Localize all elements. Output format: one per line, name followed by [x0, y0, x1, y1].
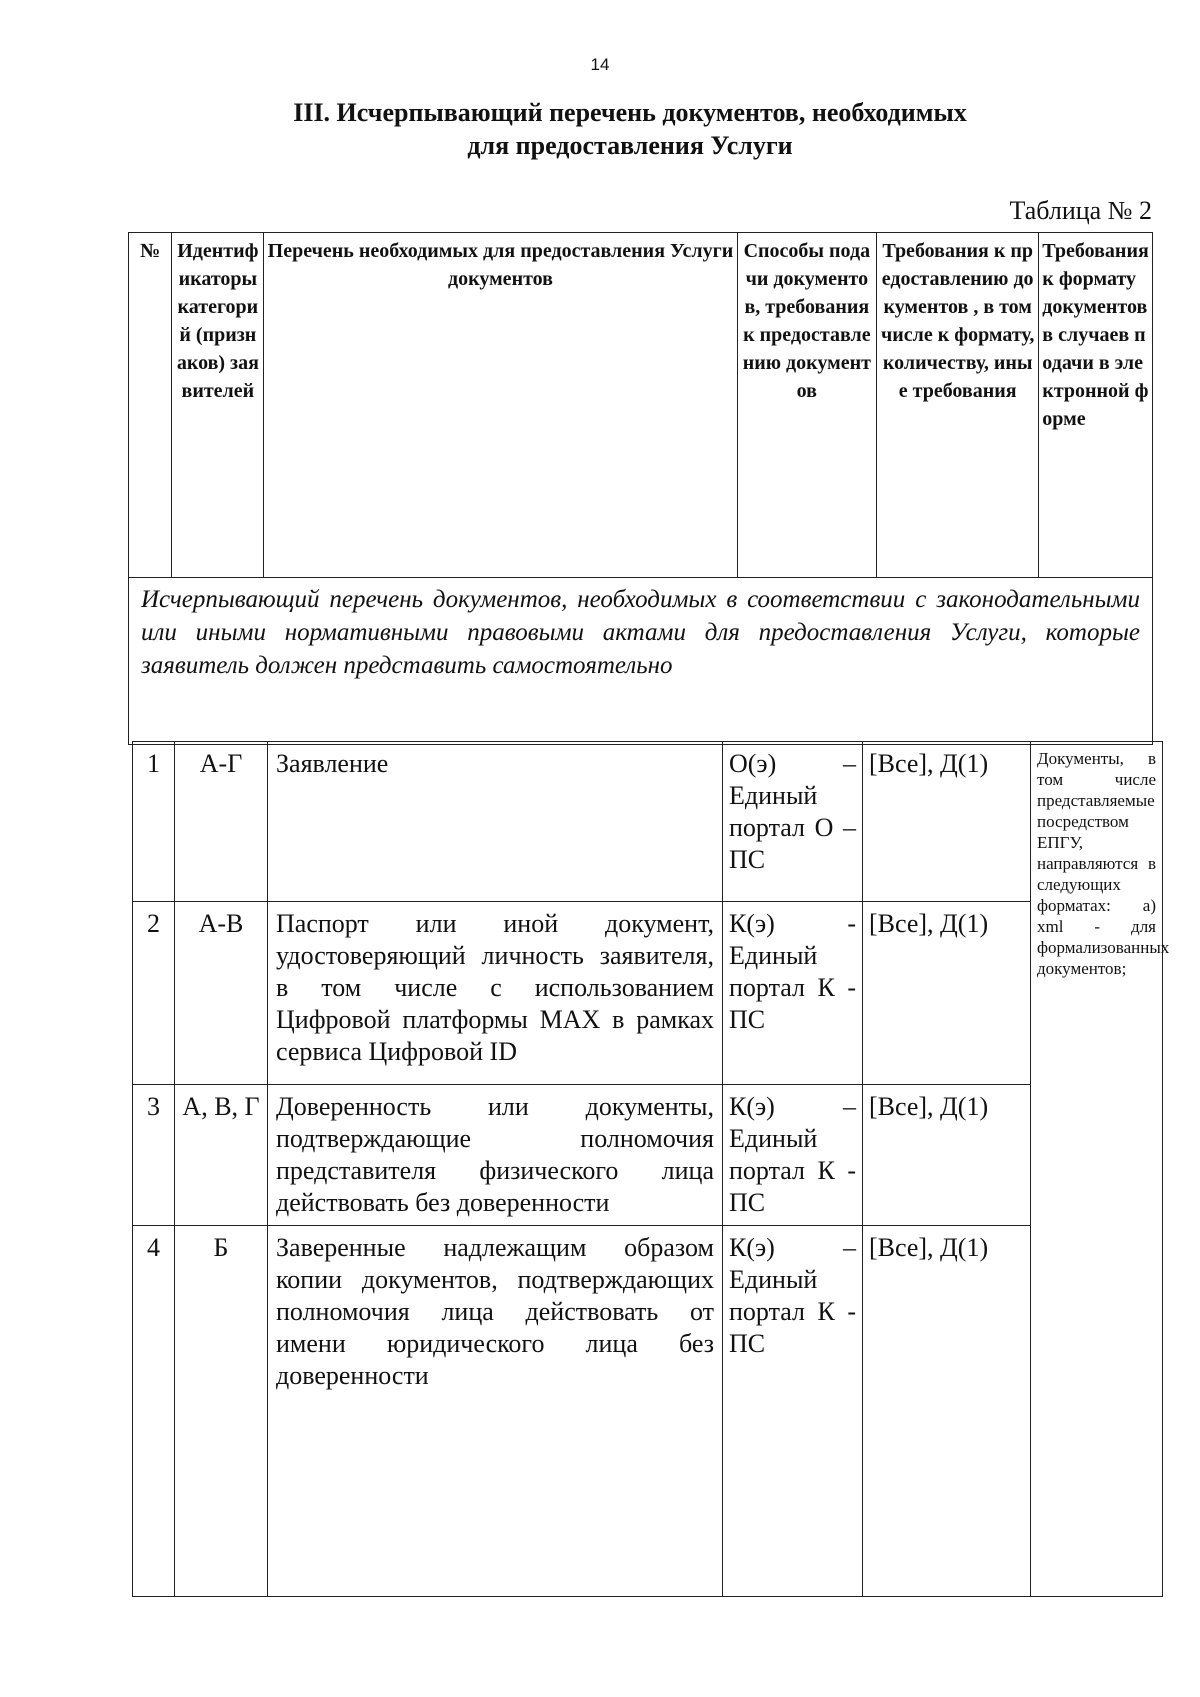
row-submission: К(э) – Единый портал К - ПС — [723, 1226, 863, 1597]
format-requirements: Документы, в том числе представляемые посредством ЕПГУ, направляются в следующих форматах: а) xml - для формализованных документов; — [1031, 742, 1163, 1597]
row-requirements: [Все], Д(1) — [863, 742, 1031, 902]
row-category: А-Г — [175, 742, 268, 902]
row-document: Паспорт или иной документ, удостоверяющий личность заявителя, в том числе с использованием Цифровой платформы МАХ в рамках сервиса Цифровой ID — [268, 902, 723, 1085]
row-document: Заявление — [268, 742, 723, 902]
row-category: А, В, Г — [175, 1085, 268, 1226]
row-num: 2 — [133, 902, 175, 1085]
section-title-line-2: для предоставления Услуги — [467, 131, 793, 160]
row-num: 4 — [133, 1226, 175, 1597]
table-row — [133, 742, 1163, 902]
header-documents: Перечень необходимых для предоставления Услуги документов — [264, 233, 737, 578]
section-title-line-1: III. Исчерпывающий перечень документов, необходимых — [293, 98, 967, 127]
section-description-text: Исчерпывающий перечень документов, необходимых в соответствии с законодательными или иными нормативными правовыми актами для предоставления Услуги, которые заявитель должен представить самостоятельно — [141, 586, 1140, 679]
row-document: Доверенность или документы, подтверждающие полномочия представителя физического лица действовать без доверенности — [268, 1085, 723, 1226]
page-number: 14 — [590, 55, 610, 74]
section-description — [128, 577, 1153, 745]
table-header — [128, 232, 1153, 578]
documents-table — [132, 741, 1170, 1597]
table-caption: Таблица № 2 — [1009, 196, 1152, 225]
row-submission: К(э) - Единый портал К - ПС — [723, 902, 863, 1085]
table-row — [133, 902, 1163, 1085]
header-category: Идентификаторы категорий (признаков) заявителей — [172, 233, 264, 578]
row-requirements: [Все], Д(1) — [863, 1085, 1031, 1226]
table-row — [133, 1226, 1163, 1597]
header-format: Требования к формату документов в случаев подачи в электронной форме — [1039, 233, 1153, 578]
section-title — [230, 96, 1030, 162]
row-requirements: [Все], Д(1) — [863, 902, 1031, 1085]
row-category: А-В — [175, 902, 268, 1085]
header-num: № — [129, 233, 172, 578]
header-submission: Способы подачи документов, требования к предоставлению документов — [737, 233, 876, 578]
row-document: Заверенные надлежащим образом копии документов, подтверждающих полномочия лица действовать от имени юридического лица без доверенности — [268, 1226, 723, 1597]
header-requirements: Требования к предоставлению документов , в том числе к формату, количеству, иные требования — [877, 233, 1039, 578]
row-num: 1 — [133, 742, 175, 902]
row-submission: К(э) – Единый портал К - ПС — [723, 1085, 863, 1226]
row-category: Б — [175, 1226, 268, 1597]
row-requirements: [Все], Д(1) — [863, 1226, 1031, 1597]
row-submission: О(э) – Единый портал О – ПС — [723, 742, 863, 902]
table-row — [133, 1085, 1163, 1226]
row-num: 3 — [133, 1085, 175, 1226]
